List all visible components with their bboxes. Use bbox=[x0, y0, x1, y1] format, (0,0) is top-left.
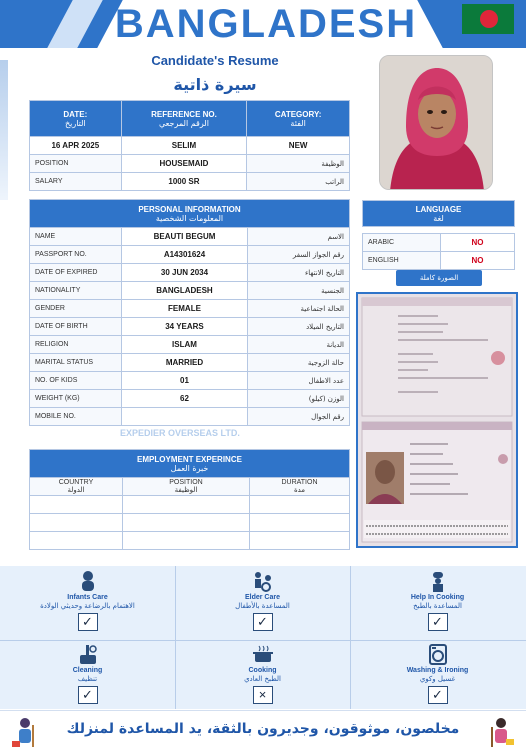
field-label: NO. OF KIDS bbox=[30, 372, 122, 390]
watermark-text: EXPEDIER OVERSEAS LTD. bbox=[120, 428, 240, 438]
resume-title: Candidate's Resume bbox=[151, 53, 279, 68]
date-header: DATE: التاريخ bbox=[30, 101, 122, 137]
language-header: LANGUAGE لغة bbox=[363, 201, 515, 227]
skill-label: Washing & Ironing bbox=[406, 667, 469, 674]
skill-item bbox=[175, 570, 350, 631]
field-label: NATIONALITY bbox=[30, 282, 122, 300]
field-label: MARITAL STATUS bbox=[30, 354, 122, 372]
full-photo-button[interactable]: الصورة كاملة bbox=[396, 270, 482, 286]
baby-icon bbox=[77, 570, 99, 592]
personal-info-header: PERSONAL INFORMATION المعلومات الشخصية bbox=[30, 200, 350, 228]
field-value: 01 bbox=[122, 372, 248, 390]
employment-col-country: COUNTRY الدولة bbox=[30, 478, 123, 496]
skill-label-arabic: الاهتمام بالرضاعة وحديثي الولادة bbox=[40, 602, 135, 610]
skill-label-arabic: المساعدة بالأطفال bbox=[235, 602, 290, 610]
position-value: HOUSEMAID bbox=[121, 155, 247, 173]
skill-item bbox=[0, 570, 175, 631]
resume-title-arabic: سيرة ذاتية bbox=[173, 75, 257, 94]
salary-label: SALARY bbox=[30, 173, 122, 191]
skill-checkbox[interactable]: ✓ bbox=[78, 613, 98, 631]
skill-label: Cleaning bbox=[72, 667, 103, 674]
field-label-arabic: حالة الزوجية bbox=[248, 354, 350, 372]
field-label-arabic: التاريخ الانتهاء bbox=[248, 264, 350, 282]
employment-header: EMPLOYMENT EXPERINCE خبرة العمل bbox=[30, 450, 350, 478]
skill-label: Elder Care bbox=[244, 594, 281, 601]
field-label-arabic: التاريخ الميلاد bbox=[248, 318, 350, 336]
skill-label: Cooking bbox=[248, 667, 277, 674]
skill-item bbox=[350, 570, 525, 631]
employment-row bbox=[30, 496, 350, 514]
position-label-arabic: الوظيفة bbox=[247, 155, 350, 173]
personal-info-table bbox=[29, 199, 350, 426]
reference-table bbox=[29, 100, 350, 191]
washing-machine-icon bbox=[427, 643, 449, 665]
personal-info-row bbox=[30, 228, 350, 246]
field-value: FEMALE bbox=[122, 300, 248, 318]
personal-info-row bbox=[30, 300, 350, 318]
personal-info-row bbox=[30, 390, 350, 408]
date-value: 16 APR 2025 bbox=[30, 137, 122, 155]
skill-label-arabic: تنظيف bbox=[77, 675, 98, 683]
skill-item bbox=[0, 643, 175, 704]
category-value: NEW bbox=[247, 137, 350, 155]
skill-label-arabic: المساعدة بالطبخ bbox=[413, 602, 462, 610]
language-english-label: ENGLISH bbox=[363, 252, 441, 270]
employment-col-duration: DURATION مدة bbox=[250, 478, 350, 496]
personal-info-row bbox=[30, 354, 350, 372]
field-value: ISLAM bbox=[122, 336, 248, 354]
field-label: GENDER bbox=[30, 300, 122, 318]
field-label: DATE OF EXPIRED bbox=[30, 264, 122, 282]
employment-row bbox=[30, 532, 350, 550]
country-title: BANGLADESH bbox=[114, 2, 418, 46]
field-value: A14301624 bbox=[122, 246, 248, 264]
personal-info-row bbox=[30, 336, 350, 354]
field-label-arabic: عدد الاطفال bbox=[248, 372, 350, 390]
field-value: BANGLADESH bbox=[122, 282, 248, 300]
passport-scan-image bbox=[356, 292, 518, 548]
field-label-arabic: رقم الجواز السفر bbox=[248, 246, 350, 264]
skill-label-arabic: الطبخ العادي bbox=[244, 675, 281, 683]
bangladesh-flag-icon bbox=[462, 4, 514, 34]
skill-item bbox=[175, 643, 350, 704]
skill-checkbox[interactable]: ✓ bbox=[428, 686, 448, 704]
employment-row bbox=[30, 514, 350, 532]
reference-header: REFERENCE NO. الرقم المرجعي bbox=[121, 101, 247, 137]
housemaid-figure-icon bbox=[484, 715, 518, 749]
language-english-value: NO bbox=[441, 252, 515, 270]
field-label-arabic: رقم الجوال bbox=[248, 408, 350, 426]
cleaning-icon bbox=[77, 643, 99, 665]
field-value: 30 JUN 2034 bbox=[122, 264, 248, 282]
skill-item bbox=[350, 643, 525, 704]
field-value: BEAUTI BEGUM bbox=[122, 228, 248, 246]
candidate-photo bbox=[379, 55, 493, 190]
skill-checkbox[interactable]: ✓ bbox=[428, 613, 448, 631]
skill-checkbox[interactable]: × bbox=[253, 686, 273, 704]
language-arabic-value: NO bbox=[441, 234, 515, 252]
elder-care-icon bbox=[252, 570, 274, 592]
footer-slogan: مخلصون، موثوقون، وجديرون بالثقة، يد المساعدة لمنزلك bbox=[66, 721, 460, 737]
skill-label: Infants Care bbox=[67, 594, 108, 601]
personal-info-row bbox=[30, 372, 350, 390]
field-label-arabic: الديانة bbox=[248, 336, 350, 354]
skill-checkbox[interactable]: ✓ bbox=[78, 686, 98, 704]
reference-value: SELIM bbox=[121, 137, 247, 155]
field-label: WEIGHT (KG) bbox=[30, 390, 122, 408]
salary-value: 1000 SR bbox=[121, 173, 247, 191]
field-label: PASSPORT NO. bbox=[30, 246, 122, 264]
personal-info-row bbox=[30, 264, 350, 282]
field-label: MOBILE NO. bbox=[30, 408, 122, 426]
field-value bbox=[122, 408, 248, 426]
field-value: MARRIED bbox=[122, 354, 248, 372]
footer bbox=[0, 710, 526, 751]
field-label: NAME bbox=[30, 228, 122, 246]
cleaner-figure-icon bbox=[8, 715, 42, 749]
field-label-arabic: الحالة اجتماعية bbox=[248, 300, 350, 318]
language-arabic-label: ARABIC bbox=[363, 234, 441, 252]
personal-info-row bbox=[30, 408, 350, 426]
field-value: 62 bbox=[122, 390, 248, 408]
field-label-arabic: الاسم bbox=[248, 228, 350, 246]
skill-checkbox[interactable]: ✓ bbox=[253, 613, 273, 631]
chef-icon bbox=[427, 570, 449, 592]
side-decoration bbox=[0, 60, 8, 200]
employment-col-position: POSITION الوظيفة bbox=[123, 478, 250, 496]
personal-info-row bbox=[30, 282, 350, 300]
field-label: RELIGION bbox=[30, 336, 122, 354]
divider bbox=[0, 640, 526, 641]
field-label-arabic: الجنسية bbox=[248, 282, 350, 300]
field-label-arabic: الوزن (كيلو) bbox=[248, 390, 350, 408]
position-label: POSITION bbox=[30, 155, 122, 173]
personal-info-row bbox=[30, 318, 350, 336]
personal-info-row bbox=[30, 246, 350, 264]
category-header: CATEGORY: الفئة bbox=[247, 101, 350, 137]
salary-label-arabic: الراتب bbox=[247, 173, 350, 191]
field-value: 34 YEARS bbox=[122, 318, 248, 336]
skill-label-arabic: غسيل وكوي bbox=[419, 675, 456, 683]
employment-table bbox=[29, 449, 350, 550]
cooking-pot-icon bbox=[252, 643, 274, 665]
language-table bbox=[362, 200, 515, 270]
skill-label: Help In Cooking bbox=[410, 594, 465, 601]
field-label: DATE OF BIRTH bbox=[30, 318, 122, 336]
